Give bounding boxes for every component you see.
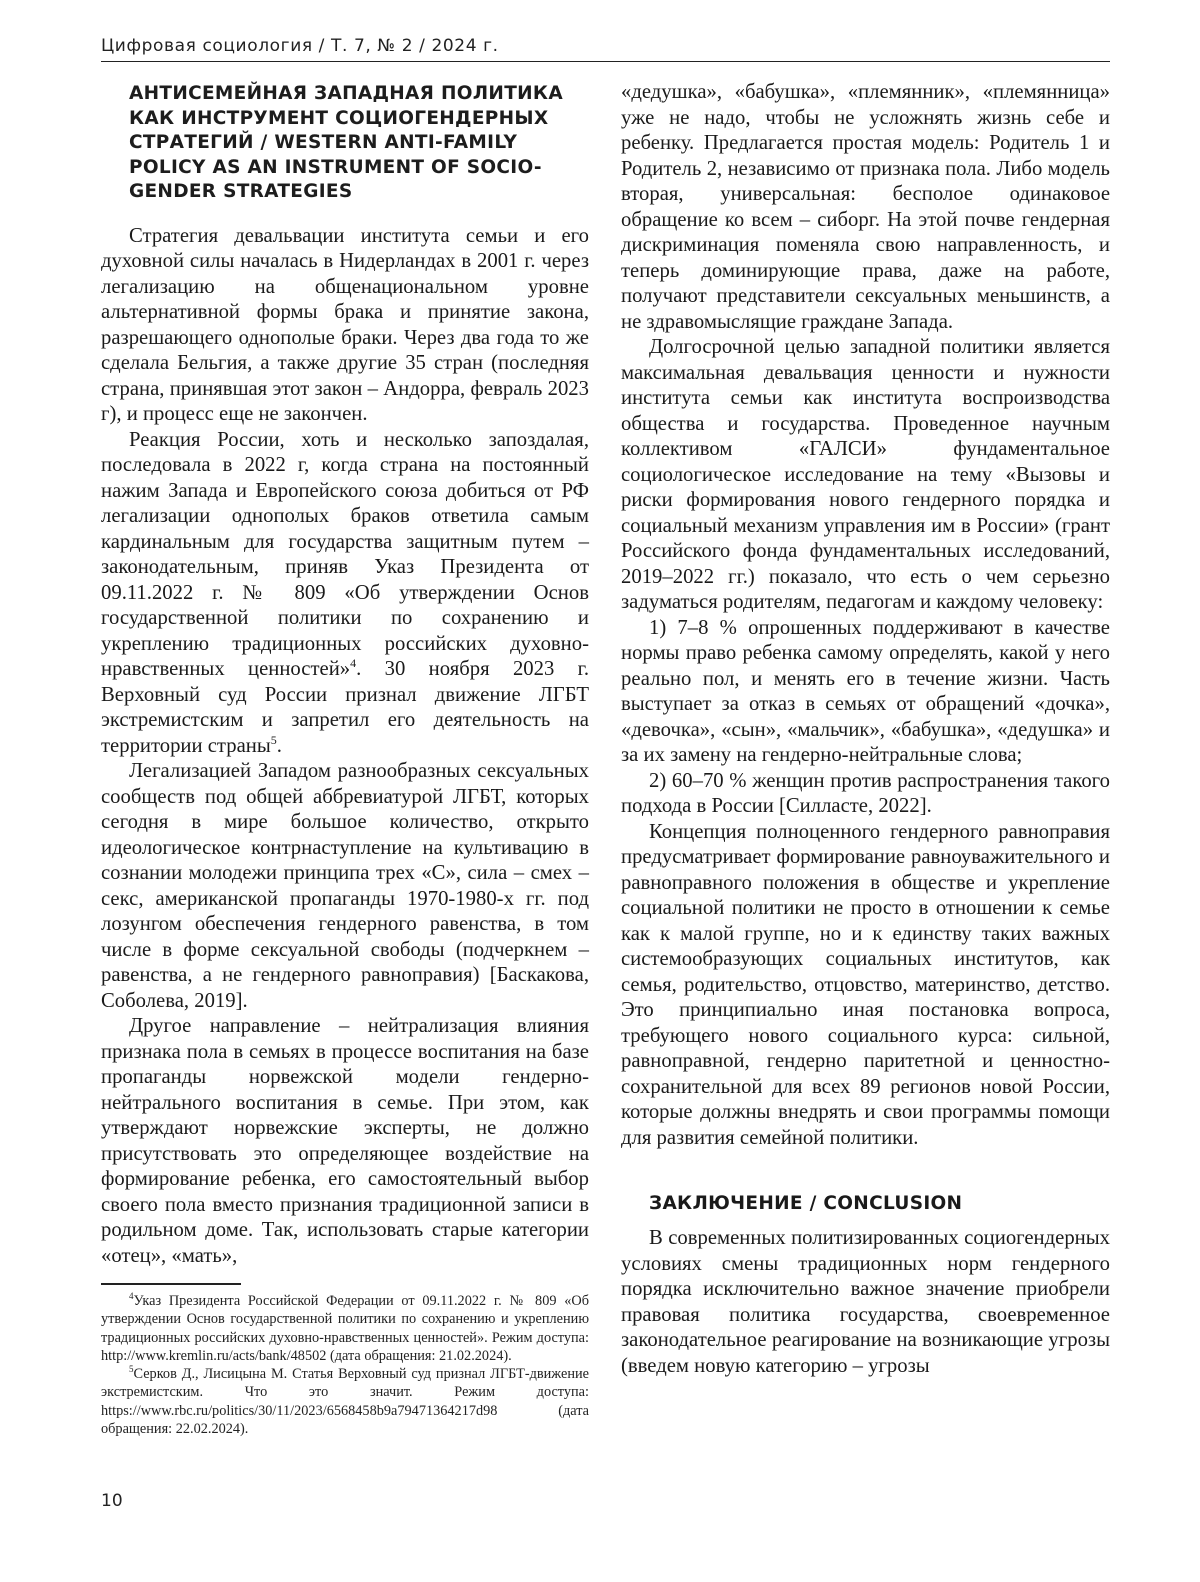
footnote-marker: 4 bbox=[129, 1291, 134, 1302]
paragraph: «дедушка», «бабушка», «племянник», «племянница» уже не надо, чтобы не усложнять жизнь себе и ребенку. Предлагается простая модель: Родитель 1 и Родитель 2, независимо от признака пола. Либо модель вторая, универсальная: бесполое одинаковое обращение ко всем – сиборг. На этой почве гендерная дискриминация поменяла свою направленность, и теперь доминирующие права, даже на работе, получают представители сексуальных меньшинств, а не здравомыслящие граждане Запада. bbox=[621, 81, 1110, 333]
paragraph-text: . bbox=[276, 734, 282, 757]
paragraph-text: . 30 ноября 2023 г. Верховный суд России признал движение ЛГБТ экстремистским и запретил его деятельность на территории страны bbox=[101, 658, 589, 757]
footnote-text: Указ Президента Российской Федерации от 09.11.2022 г. № 809 «Об утверждении Основ государственной политики по сохранению и укреплению традиционных российских духовно-нравственных ценностей». Режим доступа: http://www.kremlin.ru/acts/bank/48502 (дата обращения: 21.02.2024). bbox=[101, 1293, 589, 1364]
footnote bbox=[101, 1365, 589, 1438]
footnote-marker: 5 bbox=[129, 1364, 134, 1375]
section-heading: АНТИСЕМЕЙНАЯ ЗАПАДНАЯ ПОЛИТИКА КАК ИНСТРУМЕНТ СОЦИОГЕНДЕРНЫХ СТРАТЕГИЙ / WESTERN ANTI-FAMILY POLICY AS AN INSTRUMENT OF SOCIO-GENDER STRATEGIES bbox=[129, 83, 563, 202]
paragraph: Легализацией Западом разнообразных сексуальных сообществ под общей аббревиатурой ЛГБТ, которых сегодня в мире большое количество, открыто идеологическое контрнаступление на культивацию в сознании молодежи принципа трех «С», сила – смех – секс, американской пропаганды 1970-1980-х гг. под лозунгом обеспечения гендерного равенства, в том числе в форме сексуальной свободы (подчеркнем – равенства, а не гендерного равноправия) [Баскакова, Соболева, 2019]. bbox=[101, 760, 589, 1012]
paragraph: В современных политизированных социогендерных условиях смены традиционных норм гендерного порядка исключительно важное значение приобрели правовая политика государства, своевременное законодательное реагирование на возникающие угрозы (введем новую категорию – угрозы bbox=[621, 1227, 1110, 1377]
footnote-ref[interactable]: 4 bbox=[350, 656, 357, 671]
paragraph: Другое направление – нейтрализация влияния признака пола в семьях в процессе воспитания на базе пропаганды норвежской модели гендерно-нейтрального воспитания в семье. При этом, как утверждают норвежские эксперты, не должно присутствовать это определяющее воздействие на формирование ребенка, его самостоятельный выбор своего пола вместо признания традиционной записи в родильном доме. Так, использовать старые категории «отец», «мать», bbox=[101, 1015, 589, 1267]
running-head: Цифровая социология / Т. 7, № 2 / 2024 г. bbox=[101, 36, 1110, 62]
conclusion-heading: ЗАКЛЮЧЕНИЕ / CONCLUSION bbox=[649, 1193, 963, 1214]
left-column bbox=[101, 80, 589, 1438]
paragraph: Долгосрочной целью западной политики является максимальная девальвация ценности и нужности института семьи как института воспроизводства общества и государства. Проведенное научным коллективом «ГАЛСИ» фундаментальное социологическое исследование на тему «Вызовы и риски формирования нового гендерного порядка и социальный механизм управления им в России» (грант Российского фонда фундаментальных исследований, 2019–2022 гг.) показало, что есть о чем серьезно задуматься родителям, педагогам и каждому человеку: bbox=[621, 336, 1110, 613]
footnote-ref[interactable]: 5 bbox=[270, 732, 277, 747]
paragraph-text: Реакция России, хоть и несколько запоздалая, последовала в 2022 г, когда страна на постоянный нажим Запада и Европейского союза добиться от РФ легализации однополых браков ответила самым кардинальным для государства защитным путем – законодательным, приняв Указ Президента от 09.11.2022 г. № 809 «Об утверждении Основ государственной политики по сохранению и укреплению традиционных российских духовно-нравственных ценностей» bbox=[101, 428, 589, 680]
right-column bbox=[621, 80, 1110, 1379]
paragraph bbox=[101, 428, 589, 760]
page-number: 10 bbox=[101, 1491, 123, 1511]
footnote-text: Серков Д., Лисицына М. Статья Верховный суд признал ЛГБТ-движение экстремистским. Что это значит. Режим доступа: https://www.rbc.ru/politics/30/11/2023/6568458b9a79471364217d98 (дата обращения: 22.02.2024). bbox=[101, 1366, 589, 1438]
footnote-divider bbox=[101, 1283, 241, 1285]
footnote bbox=[101, 1292, 589, 1365]
list-item: 2) 60–70 % женщин против распространения такого подхода в России [Силласте, 2022]. bbox=[621, 769, 1110, 817]
paragraph: Концепция полноценного гендерного равноправия предусматривает формирование равноуважительного и равноправного положения в обществе и укрепление социальной политики не просто в отношении к семье как к малой группе, но и к единству таких важных системообразующих социальных институтов, как семья, родительство, отцовство, материнство, детство. Это принципиально иная постановка вопроса, требующего нового социального курса: сильной, равноправной, гендерно паритетной и ценностно-сохранительной для всех 89 регионов новой России, которые должны внедрять и свои программы помощи для развития семейной политики. bbox=[621, 820, 1110, 1149]
paragraph: Стратегия девальвации института семьи и его духовной силы началась в Нидерландах в 2001 г. через легализацию на общенациональном уровне альтернативной формы брака и принятие закона, разрешающего однополые браки. Через два года то же сделала Бельгия, а также другие 35 стран (последняя страна, принявшая этот закон – Андорра, февраль 2023 г), и процесс еще не закончен. bbox=[101, 224, 589, 425]
list-item: 1) 7–8 % опрошенных поддерживают в качестве нормы право ребенка самому определять, какой у него реально пол, и менять его в течение жизни. Часть выступает за отказ в семьях от обращений «дочка», «девочка», «сын», «мальчик», «бабушка», «дедушка» и за их замену на гендерно-нейтральные слова; bbox=[621, 616, 1110, 766]
